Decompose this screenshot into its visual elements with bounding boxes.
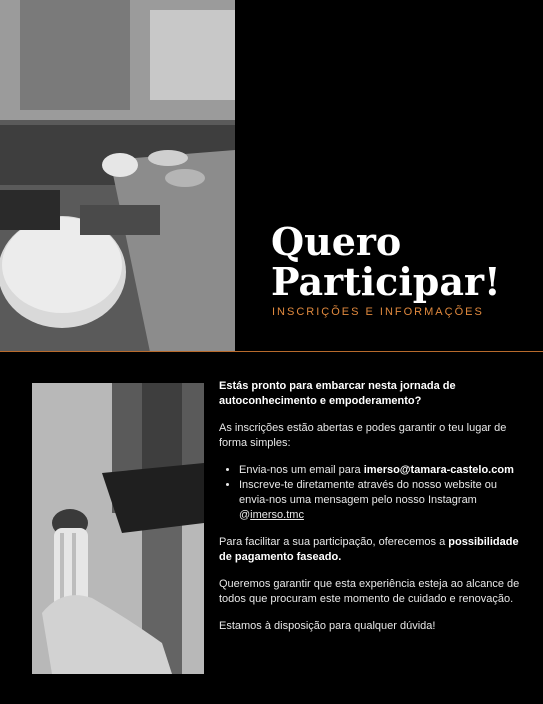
commitment-text: Queremos garantir que esta experiência esteja ao alcance de todos que procuram este momento de cuidado e renovação.	[219, 578, 520, 605]
registration-text: As inscrições estão abertas e podes garantir o teu lugar de forma simples:	[219, 422, 507, 449]
registration-options	[219, 463, 529, 523]
title-line-2: Participar!	[271, 259, 501, 304]
section-divider	[0, 351, 543, 352]
payment-highlight: possibilidade de pagamento faseado.	[219, 536, 519, 563]
sage-photo	[32, 383, 204, 674]
bullet2-text: Inscreve-te diretamente através do nosso website ou envia-nos uma mensagem pelo nosso Instagram @	[239, 479, 498, 521]
list-item	[239, 478, 529, 523]
payment-text	[219, 535, 529, 565]
intro-text: Estás pronto para embarcar nesta jornada de autoconhecimento e empoderamento?	[219, 380, 456, 407]
instagram-handle[interactable]: imerso.tmc	[250, 509, 304, 521]
info-text	[219, 379, 529, 646]
closing-text: Estamos à disposição para qualquer dúvida!	[219, 620, 436, 632]
contact-email[interactable]: imerso@tamara-castelo.com	[363, 464, 514, 476]
page-title	[271, 219, 536, 304]
bullet1-text: Envia-nos um email para	[239, 464, 364, 476]
payment-prefix: Para facilitar a sua participação, oferecemos a	[219, 536, 449, 548]
list-item	[239, 463, 529, 478]
hero-photo	[0, 0, 235, 352]
title-line-1: Quero	[271, 219, 402, 264]
page-subtitle: INSCRIÇÕES E INFORMAÇÕES	[272, 306, 484, 318]
